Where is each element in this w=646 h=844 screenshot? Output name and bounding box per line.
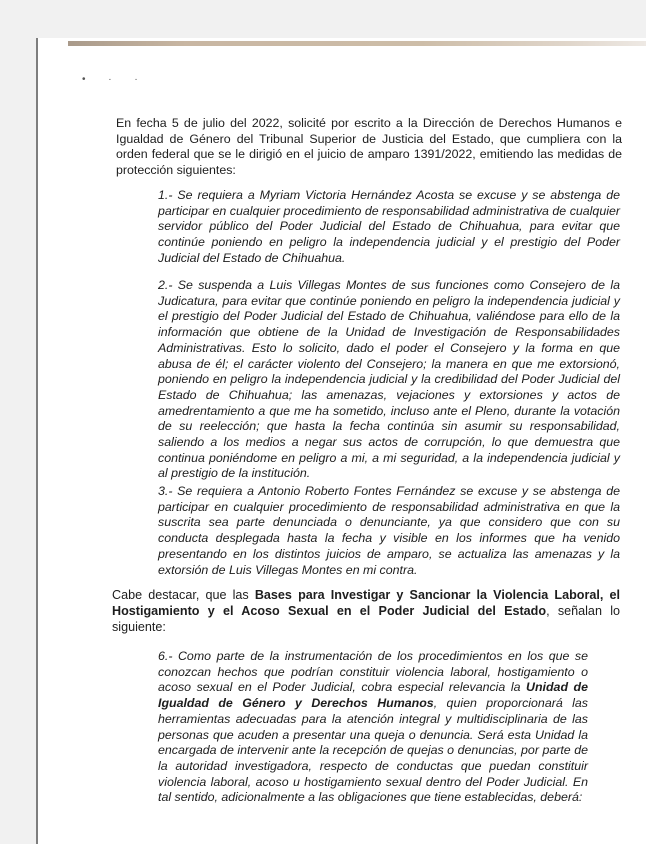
bases-title: Bases para Investigar y Sancionar la Violencia Laboral, el Hostigamiento y el Acoso Sexual en el Poder Judicial del Estado xyxy=(112,588,620,618)
scan-edge-line xyxy=(68,41,646,46)
document-page xyxy=(36,38,646,844)
intro-paragraph: En fecha 5 de julio del 2022, solicité por escrito a la Dirección de Derechos Humanos e Igualdad de Género del Tribunal Superior de Justicia del Estado, que cumpliera con la orden federal que se le dirigió en el juicio de amparo 1391/2022, emitiendo las medidas de protección siguientes: xyxy=(116,116,622,178)
measure-item-3: 3.- Se requiera a Antonio Roberto Fontes Fernández se excuse y se abstenga de participar en cualquier procedimiento de responsabilidad administrativa en que la suscrita sea parte denunciada o denunciante, ya que considero que con su conducta desplegada hasta la fecha y visible en los informes que ha venido presentando en los distintos juicios de amparo, se actualiza las amenazas y la extorsión de Luis Villegas Montes en mi contra. xyxy=(158,484,620,577)
unit-name: Unidad de Igualdad de Género y Derechos Humanos xyxy=(158,680,589,711)
article-6-text: 6.- Como parte de la instrumentación de los procedimientos en los que se conozcan hechos que podrían constituir violencia laboral, hostigamiento o acoso sexual en el Poder Judicial, cobra especial relevancia la xyxy=(158,649,588,695)
article-6-tail: , quien proporcionará las herramientas adecuadas para la atención integral y multidisciplinaria de las personas que acuden a presentar una queja o denuncia. Será esta Unidad la encargada de intervenir ante la recepción de quejas o denuncias, por parte de la autoridad investigadora, respecto de conductas que puedan constituir violencia laboral, acoso u hostigamiento sexual dentro del Poder Judicial. En tal sentido, adicionalmente a las obligaciones que tiene establecidas, deberá: xyxy=(158,696,588,805)
scan-artifact-dots: • · · xyxy=(82,74,148,85)
bases-intro-paragraph xyxy=(112,587,620,635)
article-6-quote xyxy=(158,649,588,806)
measure-item-1: 1.- Se requiera a Myriam Victoria Hernández Acosta se excuse y se abstenga de participar en cualquier procedimiento de responsabilidad administrativa de cualquier servidor público del Poder Judicial del Estado de Chihuahua, para evitar que continúe poniendo en peligro la independencia judicial y el prestigio del Poder Judicial del Estado de Chihuahua. xyxy=(158,188,620,265)
bases-intro-text: Cabe destacar, que las xyxy=(112,588,255,602)
measure-item-2: 2.- Se suspenda a Luis Villegas Montes de sus funciones como Consejero de la Judicatura, para evitar que continúe poniendo en peligro la independencia judicial y el prestigio del Poder Judicial del Estado de Chihuahua, valiéndose para ello de la información que obtiene de la Unidad de Investigación de Responsabilidades Administrativas. Esto lo solicito, dado el poder el Consejero y la forma en que abusa de él; el carácter violento del Consejero; la manera en que me extorsionó, poniendo en peligro la independencia judicial y la credibilidad del Poder Judicial del Estado de Chihuahua; las amenazas, vejaciones y extorsiones y actos de amedrentamiento a que me ha sometido, incluso ante el Pleno, durante la votación de su reelección; que hasta la fecha continúa sin asumir su responsabilidad, saliendo a los medios a negar sus actos de corrupción, lo que demuestra que continua poniéndome en peligro a mi, a mi seguridad, a la independencia judicial y al prestigio de la institución. xyxy=(158,278,620,481)
bases-intro-tail: , señalan lo siguiente: xyxy=(112,604,620,634)
